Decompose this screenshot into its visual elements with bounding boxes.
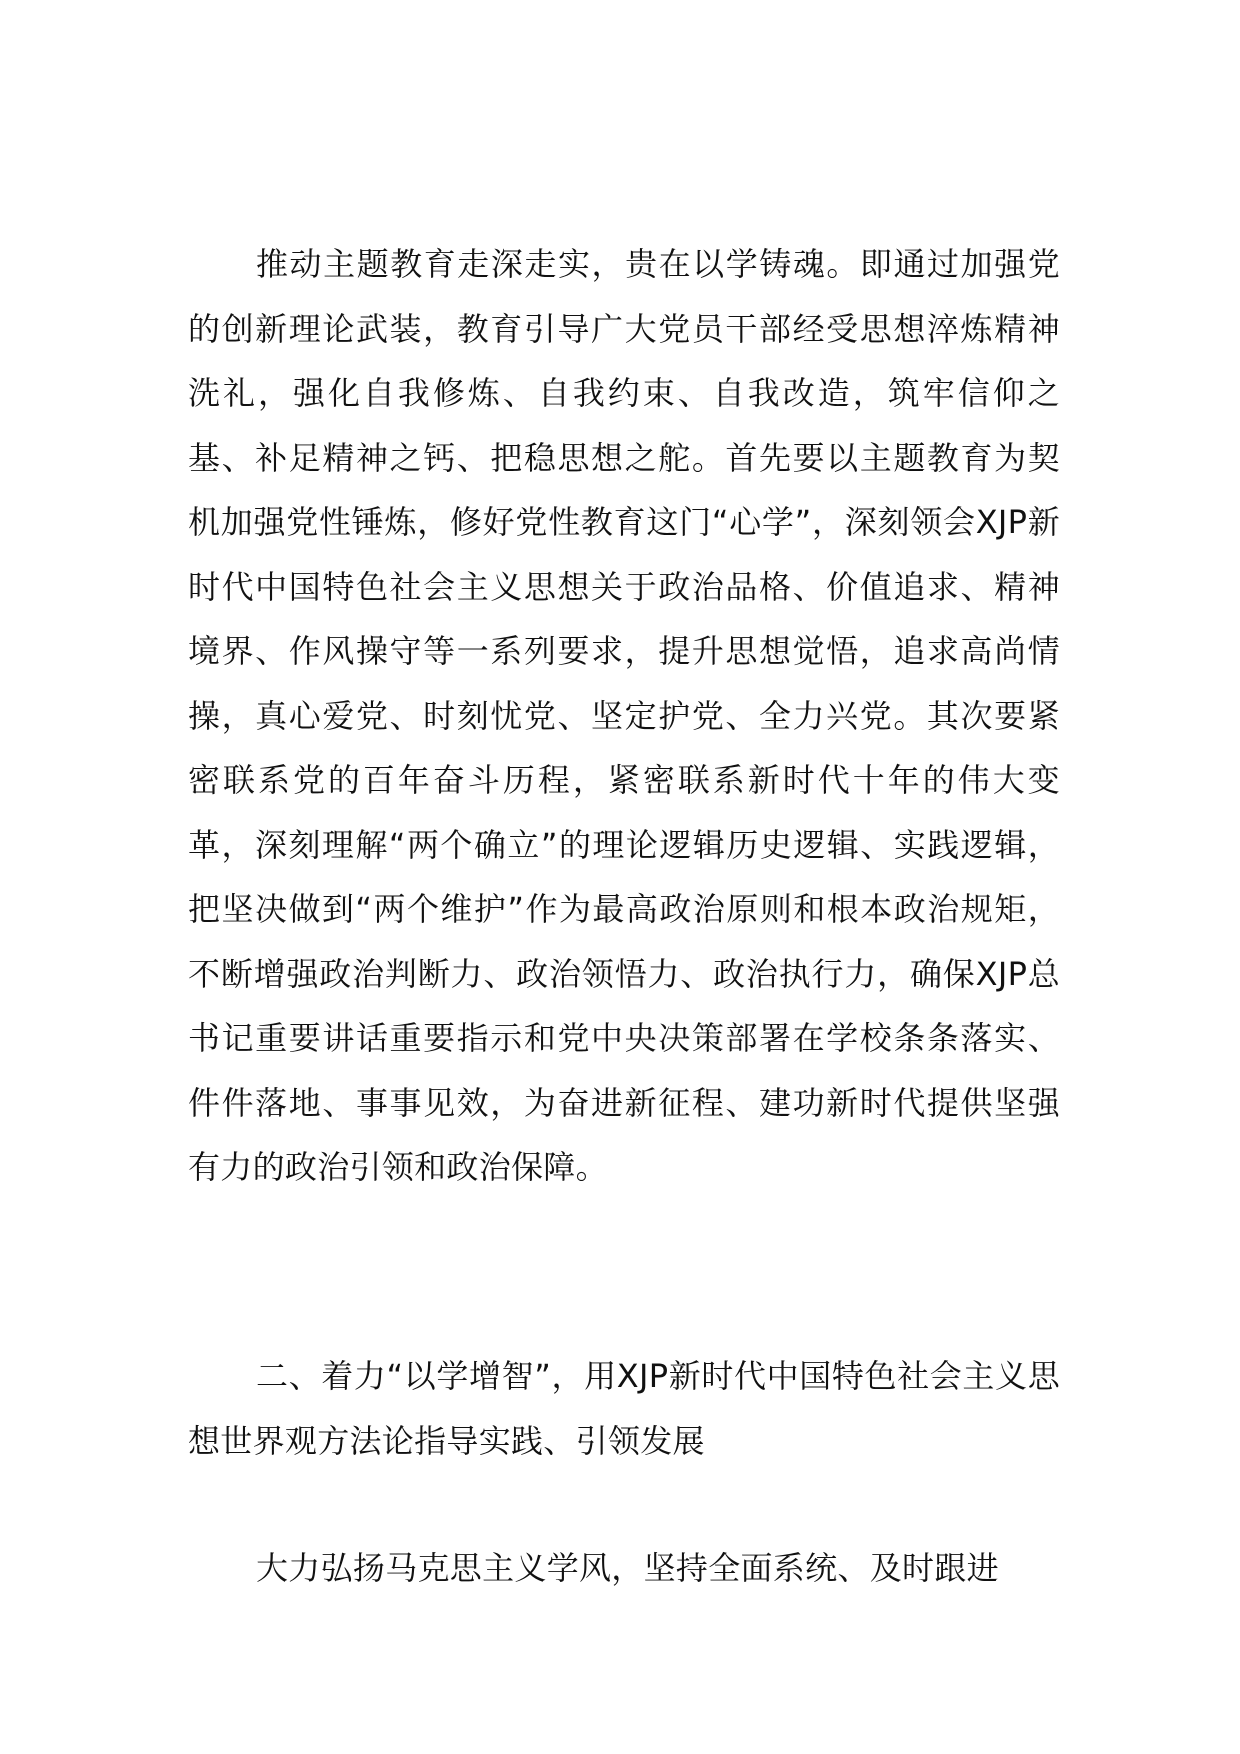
body-paragraph: 大力弘扬马克思主义学风，坚持全面系统、及时跟进: [256, 1549, 999, 1587]
body-paragraph: 推动主题教育走深走实，贵在以学铸魂。即通过加强党的创新理论武装，教育引导广大党员干部经受思想淬炼精神洗礼，强化自我修炼、自我约束、自我改造，筑牢信仰之基、补足精神之钙、把稳思想之舵。首先要以主题教育为契机加强党性锤炼，修好党性教育这门“心学”，深刻领会XJP新时代中国特色社会主义思想关于政治品格、价值追求、精神境界、作风操守等一系列要求，提升思想觉悟，追求高尚情操，真心爱党、时刻忧党、坚定护党、全力兴党。其次要紧密联系党的百年奋斗历程，紧密联系新时代十年的伟大变革，深刻理解“两个确立”的理论逻辑历史逻辑、实践逻辑，把坚决做到“两个维护”作为最高政治原则和根本政治规矩，不断增强政治判断力、政治领悟力、政治执行力，确保XJP总书记重要讲话重要指示和党中央决策部署在学校条条落实、件件落地、事事见效，为奋进新征程、建功新时代提供坚强有力的政治引领和政治保障。: [188, 245, 1060, 1186]
section-heading: 二、着力“以学增智”，用XJP新时代中国特色社会主义思想世界观方法论指导实践、引领发展: [188, 1357, 1060, 1460]
